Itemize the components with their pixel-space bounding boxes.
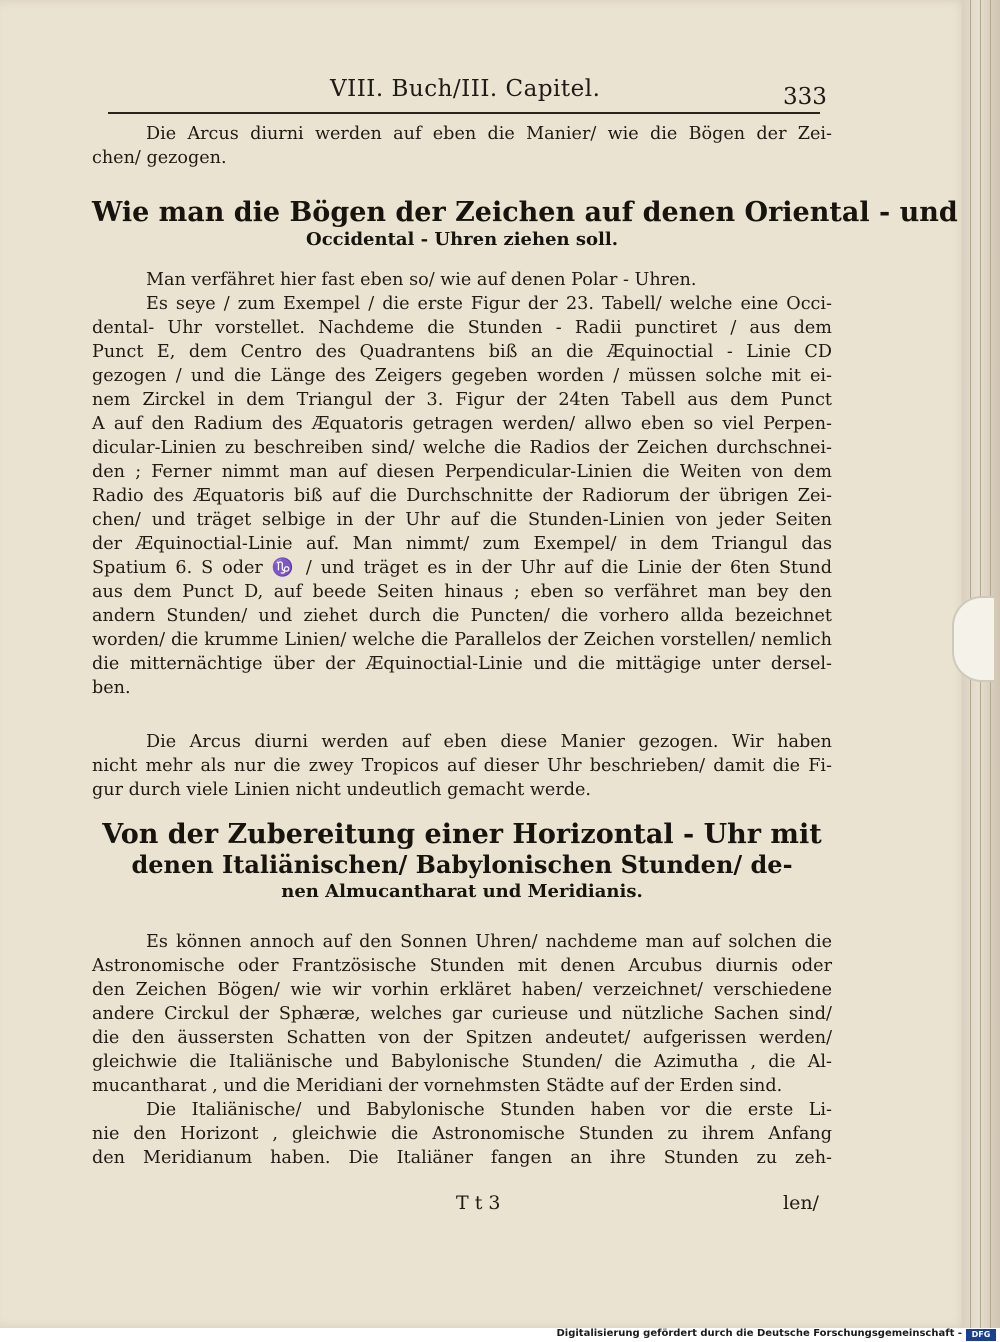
text-line: Es seye / zum Exempel / die erste Figur der 23. Tabell/ welche eine Occi- [146,294,832,314]
heading-line: denen Italiänischen/ Babylonischen Stunden/ de- [131,850,793,879]
paragraph-tropicos [92,730,832,802]
text-line: Es können annoch auf den Sonnen Uhren/ nachdeme man auf solchen die [146,932,832,952]
text-line: Astronomische oder Frantzösische Stunden mit denen Arcubus diurnis oder [92,956,832,976]
text-line: den ; Ferner nimmt man auf diesen Perpendicular-Linien die Weiten von dem [92,462,832,482]
text-line: worden/ die krumme Linien/ welche die Parallelos der Zeichen vorstellen/ nemlich [92,630,832,650]
paragraph-horizontal-uhr [92,930,832,1170]
heading-line: nen Almucantharat und Meridianis. [281,881,643,902]
text-line: Die Italiänische/ und Babylonische Stunden haben vor die erste Li- [146,1100,832,1120]
page-clip [952,596,994,682]
text-line: dicular-Linien zu beschreiben sind/ welche die Radios der Zeichen durchschnei- [92,438,832,458]
text-line: mucantharat , und die Meridiani der vornehmsten Städte auf der Erden sind. [92,1076,783,1096]
text-line: gezogen / und die Länge des Zeigers gegeben worden / müssen solche mit ei- [92,366,832,386]
text-line: Man verfähret hier fast eben so/ wie auf denen Polar - Uhren. [146,270,697,290]
text-line: Radio des Æquatoris biß auf die Durchschnitte der Radiorum der übrigen Zei- [92,486,832,506]
credit-text: Digitalisierung gefördert durch die Deutsche Forschungsgemeinschaft - [556,1328,962,1339]
text-line: Punct E, dem Centro des Quadrantens biß an die Æquinoctial - Linie CD [92,342,832,362]
text-line: A auf den Radium des Æquatoris getragen werden/ allwo eben so viel Perpen- [92,414,832,434]
text-line: aus dem Punct D, auf beede Seiten hinaus ; eben so verfähret man bey den [92,582,832,602]
page-number: 333 [783,84,827,110]
text-line: den Meridianum haben. Die Italiäner fangen an ihre Stunden zu zeh- [92,1148,832,1168]
section-heading-oriental [92,197,958,252]
dfg-logo-icon: DFG [966,1329,996,1341]
text-line: ben. [92,678,131,698]
text-line: den Zeichen Bögen/ wie wir vorhin erkläret haben/ verzeichnet/ verschiedene [92,980,832,1000]
heading-line: Von der Zubereitung einer Horizontal - Uhr mit [102,819,822,850]
catchword: len/ [783,1192,819,1214]
text-line: die den äussersten Schatten von der Spitzen andeutet/ aufgerissen werden/ [92,1028,832,1048]
text-line: chen/ und träget selbige in der Uhr auf die Stunden-Linien von jeder Seiten [92,510,832,530]
text-line: Spatium 6. S oder ♑ / und träget es in der Uhr auf die Linie der 6ten Stund [92,558,832,578]
paragraph-arcus-diurni [92,122,832,170]
text-line: die mitternächtige über der Æquinoctial-Linie und die mittägige unter dersel- [92,654,832,674]
text-line: dental- Uhr vorstellet. Nachdeme die Stunden - Radii punctiret / aus dem [92,318,832,338]
text-line: andere Circkul der Sphæræ, welches gar curieuse und nützliche Sachen sind/ [92,1004,832,1024]
text-line: gleichwie die Italiänische und Babylonische Stunden/ die Azimutha , die Al- [92,1052,832,1072]
heading-line: Occidental - Uhren ziehen soll. [306,229,618,250]
section-heading-horizontal [92,820,832,904]
text-line: Die Arcus diurni werden auf eben die Manier/ wie die Bögen der Zei- [146,124,832,144]
text-line: andern Stunden/ und ziehet durch die Puncten/ die vorhero allda bezeichnet [92,606,832,626]
text-line: nie den Horizont , gleichwie die Astronomische Stunden zu ihrem Anfang [92,1124,832,1144]
heading-line: Wie man die Bögen der Zeichen auf denen Oriental - und [92,197,958,228]
paragraph-oriental-occidental [92,268,832,700]
page-header [0,64,968,110]
text-line: der Æquinoctial-Linie auf. Man nimmt/ zum Exempel/ in dem Triangul das [92,534,832,554]
running-head: VIII. Buch/III. Capitel. [330,76,601,102]
credit-bar [0,1328,1000,1342]
header-rule [108,112,820,114]
text-line: gur durch viele Linien nicht undeutlich gemacht werde. [92,780,592,800]
text-line: chen/ gezogen. [92,148,227,168]
signature-mark: T t 3 [456,1192,501,1214]
text-line: nem Zirckel in dem Triangul der 3. Figur der 24ten Tabell aus dem Punct [92,390,832,410]
text-line: Die Arcus diurni werden auf eben diese Manier gezogen. Wir haben [146,732,832,752]
text-line: nicht mehr als nur die zwey Tropicos auf dieser Uhr beschrieben/ damit die Fi- [92,756,832,776]
